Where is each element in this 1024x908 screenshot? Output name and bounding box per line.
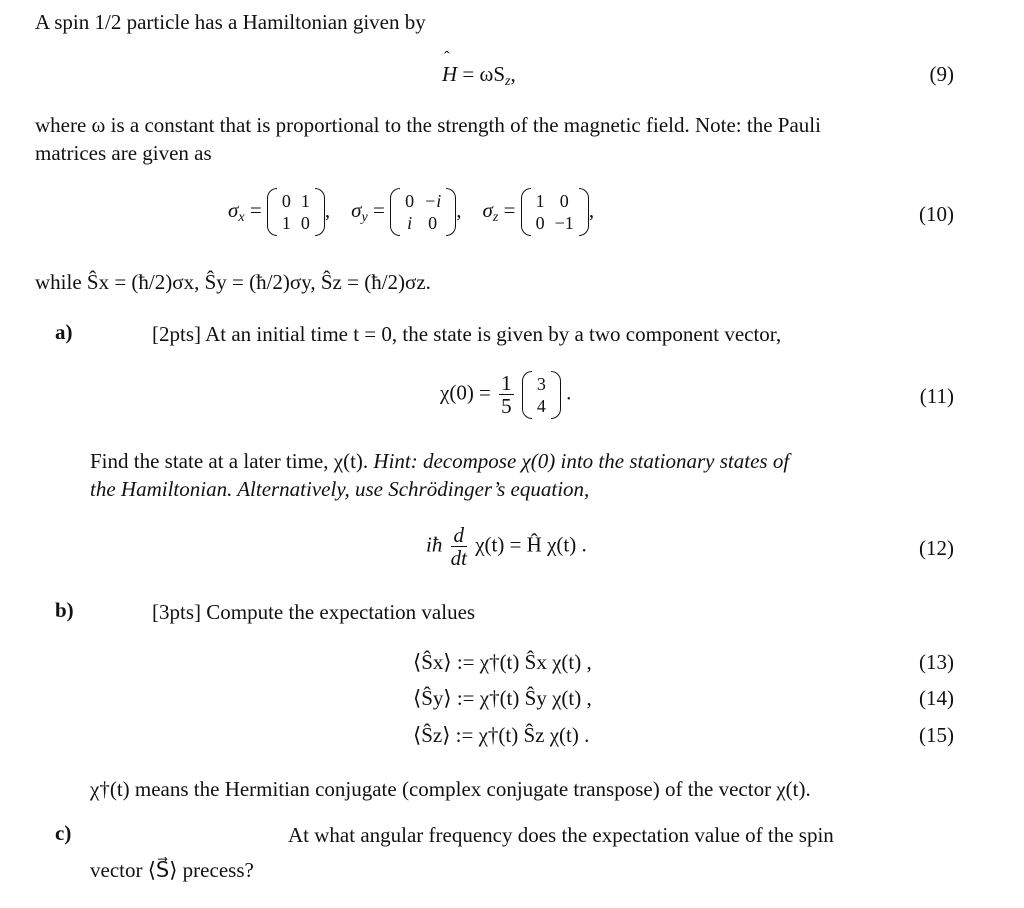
eq11-frac-num: 1 [501,371,512,395]
eq15-number: (15) [919,723,954,747]
equation-10: $\sigma_x$ = 0 1 1 0 , $\sigma_y$ = 0 −i i 0 , $\sigma_z$ = 1 0 0 −1 , (10) [228,191,954,233]
part-c-text2: vector ⟨S⃗⟩ precess? [90,858,254,882]
eq13-number: (13) [919,650,954,674]
equation-11 [0,368,1024,424]
while-text: while Ŝx = (ħ/2)σx, Ŝy = (ħ/2)σy, Ŝz = (ħ/2)σz. [35,270,431,294]
sx-11: 0 [300,213,310,233]
sz-00: 1 [535,191,545,211]
sigma-y-label: σ [351,197,362,222]
sigma-y-matrix [390,190,456,234]
eq9-rhs: = ωS [462,62,506,86]
sx-00: 0 [281,191,291,211]
sx-01: 1 [300,191,310,211]
sz-10: 0 [535,213,545,233]
eq11-v0: 3 [536,373,546,394]
part-a-label: a) [55,320,73,344]
eq10-number: (10) [919,202,954,226]
find-line1 [90,447,960,475]
intro-text: A spin 1/2 particle has a Hamiltonian given by [35,10,426,34]
eq11-number: (11) [919,384,954,408]
part-b-text: [3pts] Compute the expectation values [152,600,476,624]
part-c-text1: At what angular frequency does the expectation value of the spin [288,823,834,847]
eq9-lhs: ˆ H [442,62,457,87]
equation-13 [0,650,1024,690]
eq14-number: (14) [919,686,954,710]
sigma-x-sub: x [238,209,245,225]
eq15-body: ⟨Ŝz⟩ := χ†(t) Ŝz χ(t) . [413,723,590,747]
sy-00: 0 [405,191,415,211]
equation-14 [0,686,1024,726]
sy-11: 0 [428,213,438,233]
equation-12 [0,522,1024,578]
eq14-body: ⟨Ŝy⟩ := χ†(t) Ŝy χ(t) , [413,686,592,710]
eq11-frac-den: 5 [501,394,512,418]
part-a-text: [2pts] At an initial time t = 0, the state is given by a two component vector, [152,322,782,346]
sigma-y-sub: y [361,209,368,225]
eq12-number: (12) [919,536,954,560]
sx-10: 1 [281,213,291,233]
eq11-lhs: χ(0) = [440,380,491,405]
equation-9 [0,62,1024,102]
part-b-label: b) [55,598,74,622]
part-c-label: c) [55,821,72,845]
sy-01: −i [424,191,442,211]
eq12-rest: χ(t) = Ĥ χ(t) . [475,532,587,557]
eq11-tail: . [566,380,572,405]
eq12-frac-den: dt [450,546,467,570]
eq12-fraction [451,524,467,569]
sy-10: i [407,213,413,233]
eq11-vector [522,373,561,417]
sz-01: 0 [559,191,569,211]
eq11-fraction [499,372,514,417]
eq11-v1: 4 [536,395,546,416]
find-line2: the Hamiltonian. Alternatively, use Schrödinger’s equation, [90,477,590,501]
eq9-sub: z [505,74,511,89]
sigma-x-label: σ [228,197,239,222]
sigma-z-sub: z [492,209,499,225]
eq9-number: (9) [929,62,954,86]
eq12-prefix: iħ [426,532,443,557]
find-plain: Find the state at a later time, χ(t). [90,449,369,473]
eq13-body: ⟨Ŝx⟩ := χ†(t) Ŝx χ(t) , [413,650,592,674]
sz-11: −1 [554,213,574,233]
equation-15 [0,723,1024,763]
eq9-tail: , [510,62,516,86]
eq12-frac-num: d [451,524,467,547]
where-line2: matrices are given as [35,141,212,165]
where-line1: where ω is a constant that is proportional to the strength of the magnetic field. Note: the Pauli [35,113,821,137]
hermitian-text: χ†(t) means the Hermitian conjugate (complex conjugate transpose) of the vector χ(t). [90,777,811,801]
find-hint: Hint: decompose χ(0) into the stationary states of [373,449,790,473]
sigma-z-matrix [521,190,589,234]
sigma-z-label: σ [482,197,493,222]
sigma-x-matrix [267,190,325,234]
